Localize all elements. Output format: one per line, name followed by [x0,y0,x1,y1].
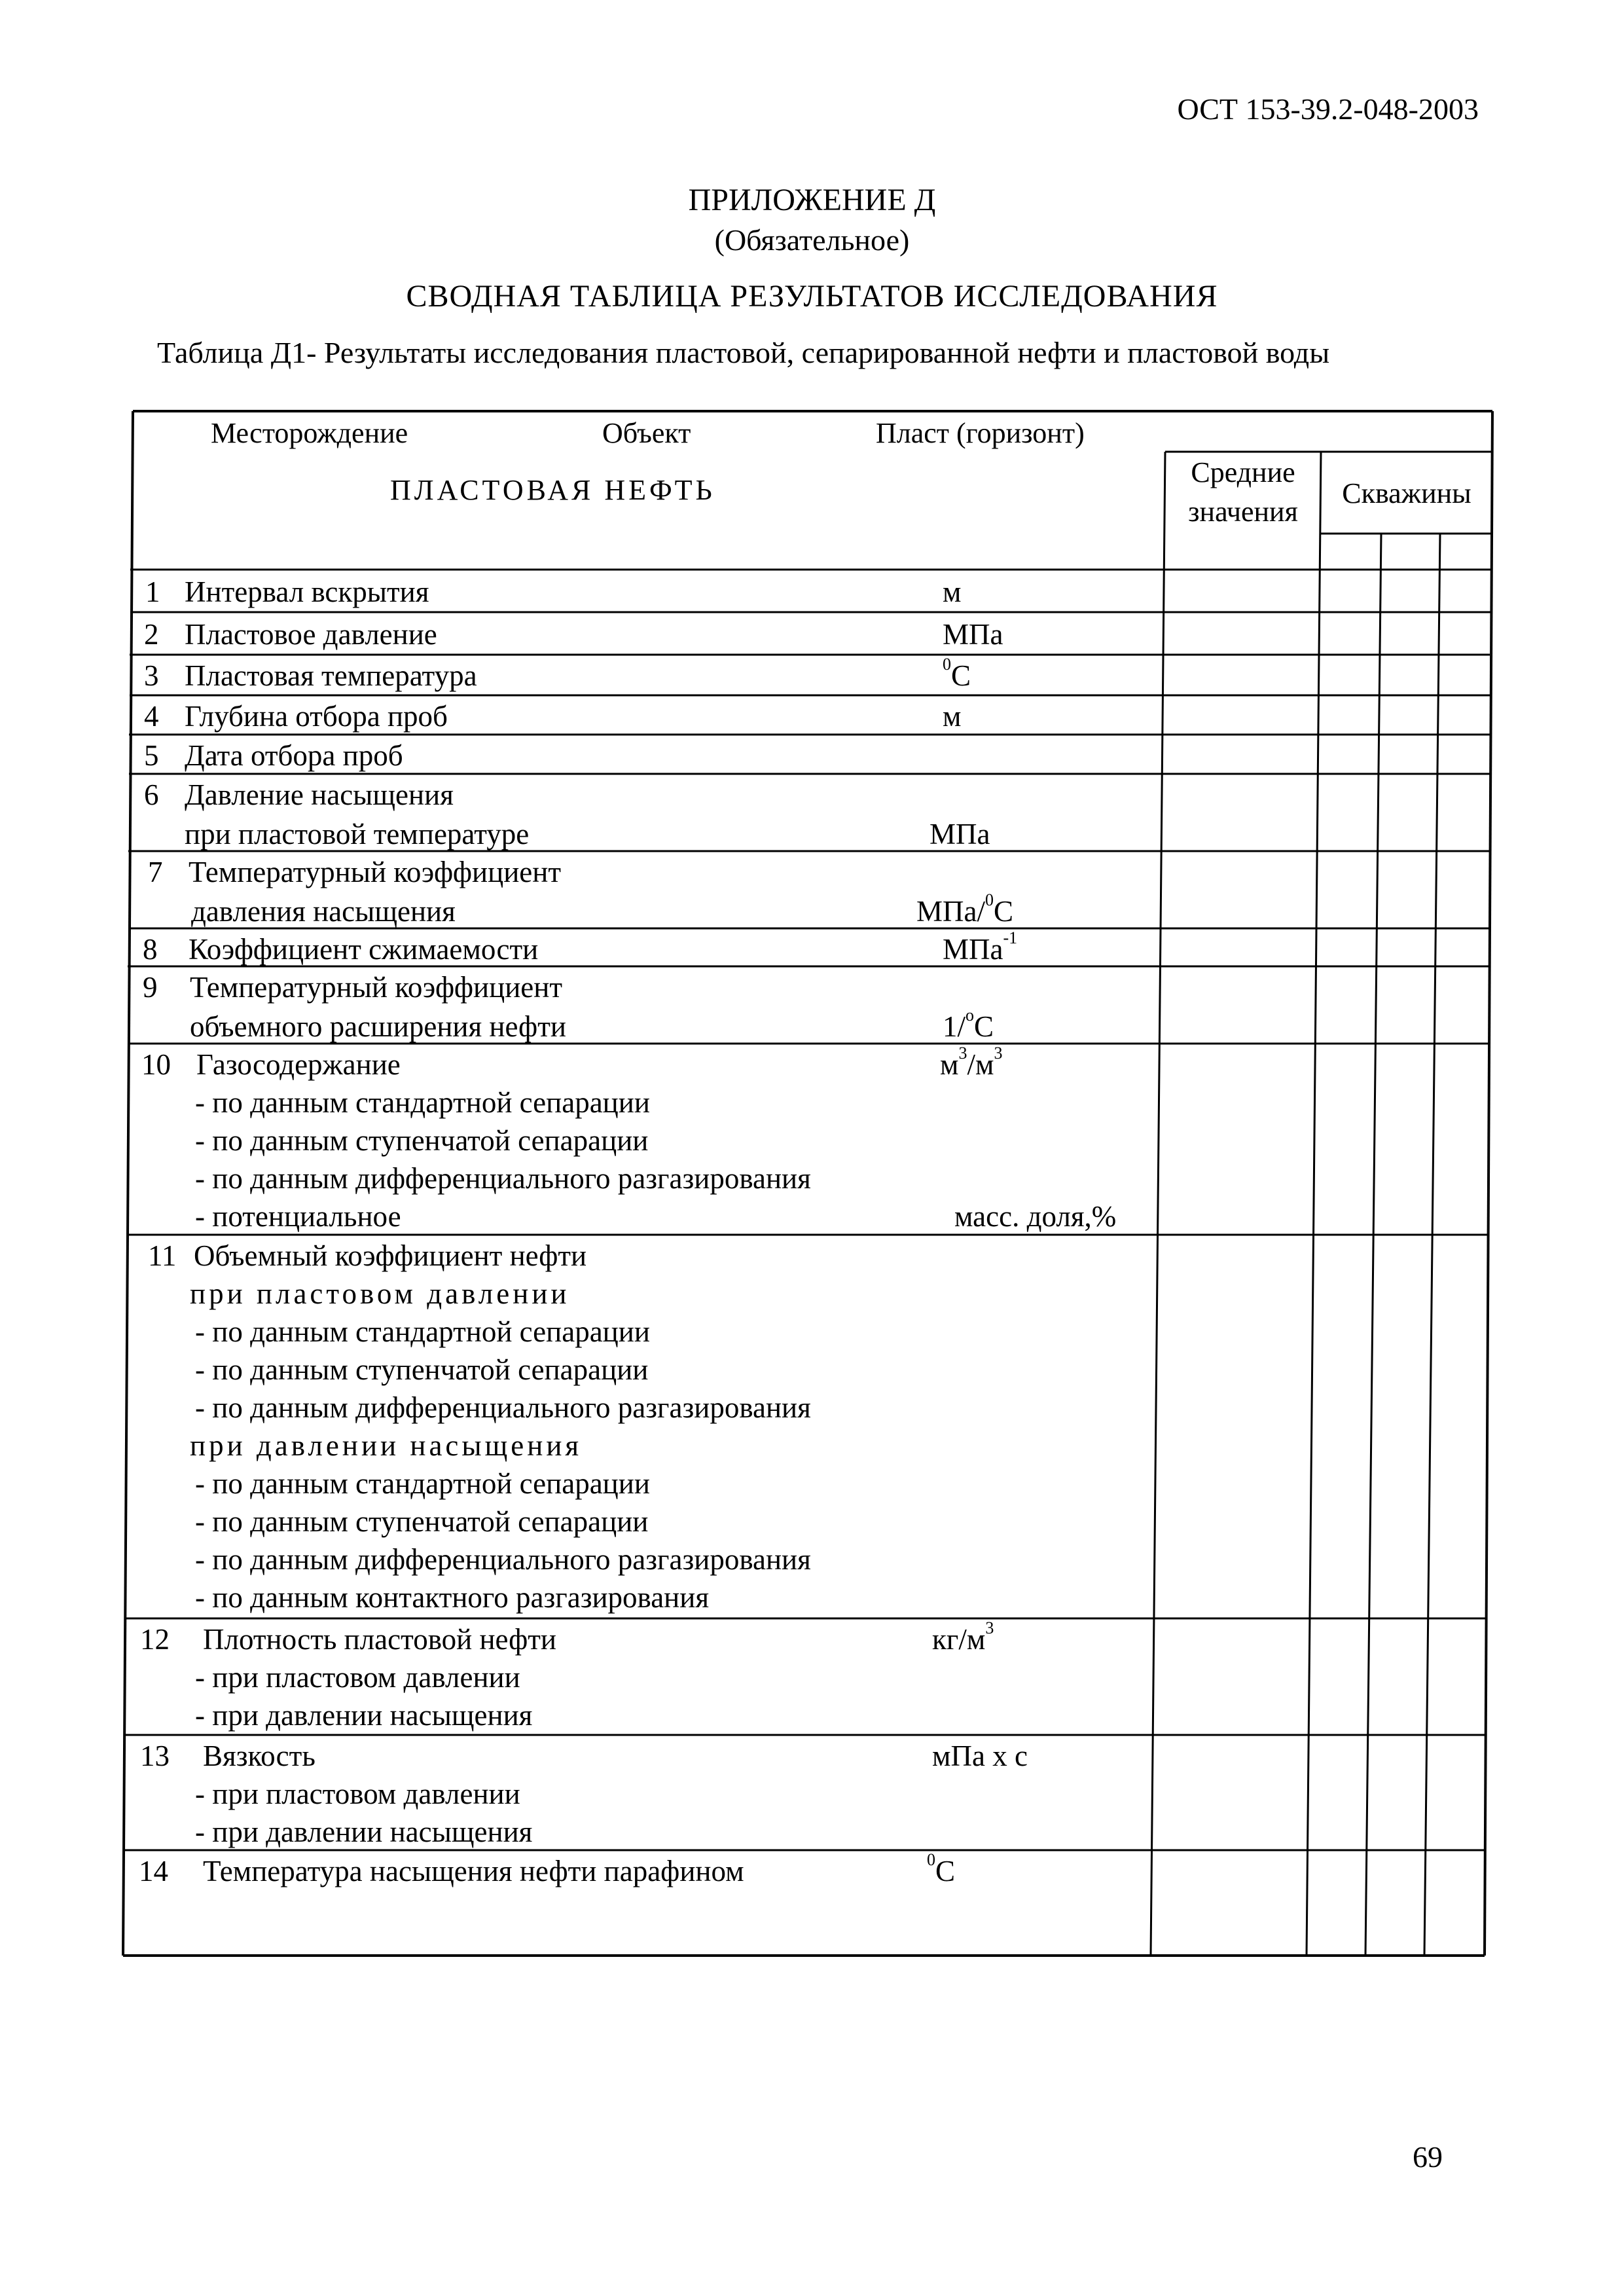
row-label: Глубина отбора проб [185,700,448,733]
sub-item: - потенциальное [195,1200,401,1233]
row-label: Температурный коэффициент [190,971,563,1004]
row-unit-secondary: масс. доля,% [954,1200,1117,1233]
sub-item: - по данным ступенчатой сепарации [195,1505,649,1538]
sub-item: - по данным стандартной сепарации [195,1086,650,1119]
row-number: 1 [145,575,160,608]
row-number: 13 [140,1740,170,1772]
header-wells: Скважины [1342,477,1471,509]
row-label: Пластовая температура [185,659,477,692]
row-number: 5 [144,739,159,772]
row-number: 11 [148,1239,177,1272]
row-label: Пластовое давление [185,618,437,651]
sub-item: - по данным дифференциального разгазирования [195,1162,811,1195]
row-label-continued: объемного расширения нефти [190,1010,566,1043]
row-unit: МПа [943,618,1003,651]
row-label: Коэффициент сжимаемости [189,933,539,966]
row-number: 9 [143,971,158,1004]
sub-item: - по данным дифференциального разгазирования [195,1391,811,1424]
group-label: при пластовом давлении [190,1277,570,1310]
sub-item: - по данным ступенчатой сепарации [195,1353,649,1386]
row-number: 4 [144,700,159,733]
group-label: при давлении насыщения [190,1429,583,1462]
sub-item: - при пластовом давлении [195,1777,520,1810]
row-unit: м [943,575,962,608]
row-label: Интервал вскрытия [185,575,429,608]
row-unit: МПа$^{-1}$ [943,928,1018,966]
row-number: 2 [144,618,159,651]
page-number: 69 [1413,2140,1443,2174]
header-object-label: Объект [602,417,691,449]
header-layer-label: Пласт (горизонт) [876,417,1085,449]
appendix-title: ПРИЛОЖЕНИЕ Д [688,183,936,217]
row-label-continued: давления насыщения [191,895,456,928]
sub-item: - при давлении насыщения [195,1815,533,1848]
summary-title: СВОДНАЯ ТАБЛИЦА РЕЗУЛЬТАТОВ ИССЛЕДОВАНИЯ [406,279,1218,314]
row-unit: м [943,700,962,733]
header-field-label: Месторождение [211,417,408,449]
sub-item: - по данным ступенчатой сепарации [195,1124,649,1157]
document-code: ОСТ 153-39.2-048-2003 [1177,92,1479,126]
row-unit: $^0$С [943,655,971,692]
appendix-note: (Обязательное) [714,223,910,257]
sub-item: - при давлении насыщения [195,1699,533,1732]
row-label: Объемный коэффициент нефти [194,1239,587,1272]
sub-item: - по данным стандартной сепарации [195,1467,650,1500]
sub-item: - по данным стандартной сепарации [195,1315,650,1348]
row-unit: $кг/м^3$ [932,1618,994,1656]
row-number: 10 [141,1048,171,1081]
row-label: Вязкость [203,1740,316,1772]
row-label: Температура насыщения нефти парафином [203,1855,744,1887]
header-average-values-line1: Средние [1191,456,1295,488]
row-unit: МПа/$^0$С [916,890,1014,928]
row-label-continued: при пластовой температуре [185,818,530,850]
row-unit: $м^3/м^3$ [940,1044,1003,1081]
row-unit: $^0$С [927,1850,956,1887]
row-number: 3 [144,659,159,692]
row-unit: 1/$^о$С [943,1006,994,1043]
row-label: Плотность пластовой нефти [203,1623,556,1656]
row-label: Дата отбора проб [185,739,403,772]
row-number: 8 [143,933,158,966]
header-average-values-line2: значения [1188,496,1298,528]
row-label: Давление насыщения [185,778,454,811]
row-unit: МПа [929,818,990,850]
row-label: Газосодержание [196,1048,401,1081]
table-caption: Таблица Д1- Результаты исследования пластовой, сепарированной нефти и пластовой воды [157,336,1330,369]
row-unit: мПа х с [932,1740,1028,1772]
row-label: Температурный коэффициент [189,856,562,888]
section-title-reservoir-oil: ПЛАСТОВАЯ НЕФТЬ [390,474,715,506]
sub-item: - по данным дифференциального разгазирования [195,1543,811,1576]
sub-item: - по данным контактного разгазирования [195,1581,710,1614]
row-number: 12 [140,1623,170,1656]
row-number: 14 [139,1855,168,1887]
sub-item: - при пластовом давлении [195,1661,520,1694]
row-number: 6 [144,778,159,811]
row-number: 7 [148,856,163,888]
